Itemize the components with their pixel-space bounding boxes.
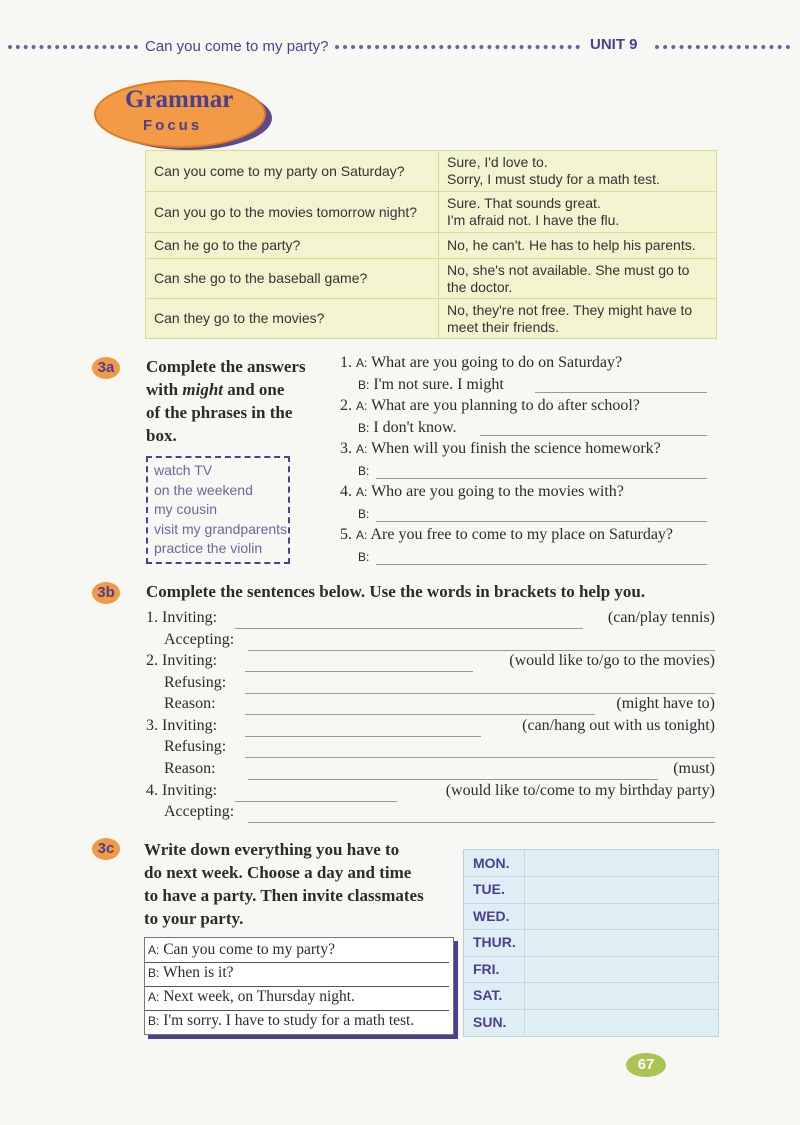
- instruction-3c-line2: do next week. Choose a day and time: [144, 863, 412, 882]
- grammar-subtitle: Focus: [143, 117, 203, 134]
- exercise-3a-item-3-b: [358, 461, 369, 481]
- line-label: Inviting:: [162, 652, 218, 669]
- day-label: SAT.: [473, 987, 503, 1003]
- item-number: 3.: [340, 440, 352, 457]
- phrase-box: [146, 456, 290, 564]
- exercise-3b-line: [146, 609, 217, 627]
- table-cell-answer: [439, 192, 717, 233]
- answer-blank[interactable]: [245, 757, 715, 758]
- answer-line: Sure. That sounds great.: [447, 195, 601, 211]
- item-number: 2.: [146, 652, 158, 669]
- speaker-a: A:: [356, 356, 368, 370]
- instruction-3c-line3: to have a party. Then invite classmates: [144, 886, 424, 905]
- planner-row-line: [464, 956, 718, 957]
- item-question: Are you free to come to my place on Saturday?: [370, 526, 674, 543]
- table-row: [146, 233, 717, 259]
- planner-row-line: [464, 982, 718, 983]
- speaker-b: B:: [358, 464, 370, 478]
- answer-blank[interactable]: [245, 736, 481, 737]
- grammar-table: [145, 150, 717, 339]
- exercise-3b-line: [146, 652, 217, 670]
- item-question: What are you planning to do after school?: [371, 397, 640, 414]
- dialog-text: Next week, on Thursday night.: [163, 988, 355, 1005]
- section-label-3b: 3b: [92, 582, 120, 604]
- exercise-3b-line: [146, 782, 217, 800]
- line-label: Reason:: [164, 760, 216, 777]
- answer-blank[interactable]: [480, 435, 707, 436]
- section-label-3a: 3a: [92, 357, 120, 379]
- dialog-divider: [145, 962, 449, 963]
- speaker-b: B:: [358, 378, 370, 392]
- day-label: FRI.: [473, 961, 500, 977]
- exercise-3a-item-5-b: [358, 547, 369, 567]
- dialog-line: [148, 988, 355, 1006]
- exercise-3a-item-2-a: [340, 396, 640, 416]
- planner-row-line: [464, 1009, 718, 1010]
- speaker-b: B:: [358, 507, 370, 521]
- answer-line: the doctor.: [447, 278, 513, 295]
- table-row: [146, 259, 717, 299]
- grammar-title: Grammar: [125, 86, 234, 113]
- answer-line: I'm afraid not. I have the flu.: [447, 212, 620, 228]
- answer-blank[interactable]: [535, 392, 707, 393]
- day-label: THUR.: [473, 934, 516, 950]
- speaker-a: A:: [356, 399, 368, 413]
- line-label: Inviting:: [162, 609, 218, 626]
- header-title: Can you come to my party?: [145, 38, 329, 55]
- item-number: 3.: [146, 717, 158, 734]
- instr-text: and one: [223, 380, 285, 399]
- dialog-line: [148, 1012, 414, 1030]
- dialog-line: [148, 941, 335, 959]
- item-number: 2.: [340, 397, 352, 414]
- exercise-3a-item-5-a: [340, 525, 673, 545]
- item-number: 4.: [146, 782, 158, 799]
- line-label: Accepting:: [164, 803, 235, 820]
- answer-line: No, they're not free. They might have to: [447, 301, 693, 318]
- header-dots-right: [655, 45, 790, 55]
- planner-row-line: [464, 903, 718, 904]
- item-number: 1.: [146, 609, 158, 626]
- answer-blank[interactable]: [235, 801, 397, 802]
- answer-line: meet their friends.: [447, 318, 560, 335]
- table-cell-question: Can he go to the party?: [146, 233, 439, 259]
- instruction-3a-line1: Complete the answers: [146, 357, 306, 376]
- line-label: Inviting:: [162, 782, 218, 799]
- week-planner: [463, 849, 719, 1037]
- dialog-line: [148, 964, 234, 982]
- answer-line: No, he can't. He has to help his parents.: [447, 237, 696, 253]
- dialog-text: I'm sorry. I have to study for a math test.: [163, 1012, 415, 1029]
- phrase-item: my cousin: [154, 501, 218, 517]
- instr-keyword-might: might: [182, 380, 223, 399]
- item-number: 5.: [340, 526, 352, 543]
- answer-blank[interactable]: [248, 650, 715, 651]
- line-label: Refusing:: [164, 674, 227, 691]
- section-label-3c: 3c: [92, 838, 120, 860]
- answer-blank[interactable]: [245, 693, 715, 694]
- day-label: SUN.: [473, 1014, 507, 1030]
- item-question: What are you going to do on Saturday?: [371, 354, 623, 371]
- line-label: Reason:: [164, 695, 216, 712]
- dialog-divider: [145, 986, 449, 987]
- instruction-3b: Complete the sentences below. Use the words in brackets to help you.: [146, 582, 646, 601]
- exercise-3a-item-1-b: [358, 375, 504, 395]
- exercise-3b-line: [146, 717, 217, 735]
- instruction-3c-line4: to your party.: [144, 909, 244, 928]
- answer-blank[interactable]: [245, 671, 473, 672]
- answer-blank[interactable]: [248, 779, 658, 780]
- table-cell-question: Can they go to the movies?: [146, 299, 439, 339]
- phrase-item: watch TV: [154, 462, 213, 478]
- answer-line: No, she's not available. She must go to: [447, 261, 690, 278]
- example-dialog-box: [144, 937, 454, 1035]
- planner-row-line: [464, 876, 718, 877]
- answer-line: Sorry, I must study for a math test.: [447, 171, 660, 187]
- page-number: 67: [626, 1053, 666, 1077]
- speaker-b: B:: [358, 550, 370, 564]
- phrase-item: visit my grandparents: [154, 520, 288, 537]
- day-label: TUE.: [473, 881, 505, 897]
- instr-text: with: [146, 380, 183, 399]
- hint-text: (can/play tennis): [607, 609, 715, 626]
- table-row: [146, 192, 717, 233]
- line-label: Refusing:: [164, 738, 227, 755]
- speaker-a: A:: [356, 485, 368, 499]
- table-row: [146, 299, 717, 339]
- speaker: B:: [148, 966, 160, 980]
- header-unit: UNIT 9: [590, 36, 638, 53]
- answer-blank[interactable]: [376, 478, 707, 479]
- header-dots-left: [8, 45, 138, 55]
- dialog-text: When is it?: [162, 964, 234, 981]
- exercise-3a-item-4-b: [358, 504, 369, 524]
- speaker: A:: [148, 943, 160, 957]
- speaker: B:: [148, 1014, 160, 1028]
- speaker: A:: [148, 990, 160, 1004]
- phrase-item: practice the violin: [154, 540, 263, 556]
- answer-line: Sure, I'd love to.: [447, 154, 548, 170]
- day-label: WED.: [473, 908, 510, 924]
- exercise-3a-item-2-b: [358, 418, 457, 438]
- item-question: Who are you going to the movies with?: [371, 483, 624, 500]
- hint-text: (might have to): [616, 695, 715, 712]
- table-cell-answer: [439, 259, 717, 299]
- item-answer: I'm not sure. I might: [373, 376, 504, 393]
- hint-text: (would like to/go to the movies): [509, 652, 715, 669]
- hint-text: (must): [673, 760, 715, 777]
- dialog-text: Can you come to my party?: [163, 941, 335, 958]
- table-cell-answer: [439, 233, 717, 259]
- hint-text: (can/hang out with us tonight): [522, 717, 715, 734]
- dialog-divider: [145, 1010, 449, 1011]
- header-dots-middle: [335, 45, 580, 55]
- speaker-a: A:: [356, 528, 368, 542]
- item-question: When will you finish the science homework?: [371, 440, 661, 457]
- answer-blank[interactable]: [235, 628, 583, 629]
- line-label: Accepting:: [164, 631, 235, 648]
- item-number: 1.: [340, 354, 352, 371]
- table-cell-question: Can you come to my party on Saturday?: [146, 151, 439, 192]
- planner-row-line: [464, 929, 718, 930]
- speaker-a: A:: [356, 442, 368, 456]
- table-cell-question: Can she go to the baseball game?: [146, 259, 439, 299]
- hint-text: (would like to/come to my birthday party): [445, 782, 715, 799]
- instruction-3a-line3: of the phrases in the: [146, 403, 293, 422]
- instruction-3a-line4: box.: [146, 426, 177, 445]
- answer-blank[interactable]: [376, 521, 707, 522]
- exercise-3a-item-1-a: [340, 353, 622, 373]
- table-cell-question: Can you go to the movies tomorrow night?: [146, 192, 439, 233]
- table-cell-answer: [439, 151, 717, 192]
- instruction-3c-line1: Write down everything you have to: [144, 840, 400, 859]
- day-label: MON.: [473, 855, 510, 871]
- table-row: [146, 151, 717, 192]
- phrase-item: on the weekend: [154, 481, 253, 498]
- answer-blank[interactable]: [376, 564, 707, 565]
- table-cell-answer: [439, 299, 717, 339]
- line-label: Inviting:: [162, 717, 218, 734]
- exercise-3a-item-4-a: [340, 482, 624, 502]
- item-number: 4.: [340, 483, 352, 500]
- instruction-3a-line2: [146, 378, 284, 401]
- speaker-b: B:: [358, 421, 370, 435]
- exercise-3a-item-3-a: [340, 439, 661, 459]
- item-answer: I don't know.: [373, 419, 457, 436]
- answer-blank[interactable]: [245, 714, 595, 715]
- answer-blank[interactable]: [248, 822, 715, 823]
